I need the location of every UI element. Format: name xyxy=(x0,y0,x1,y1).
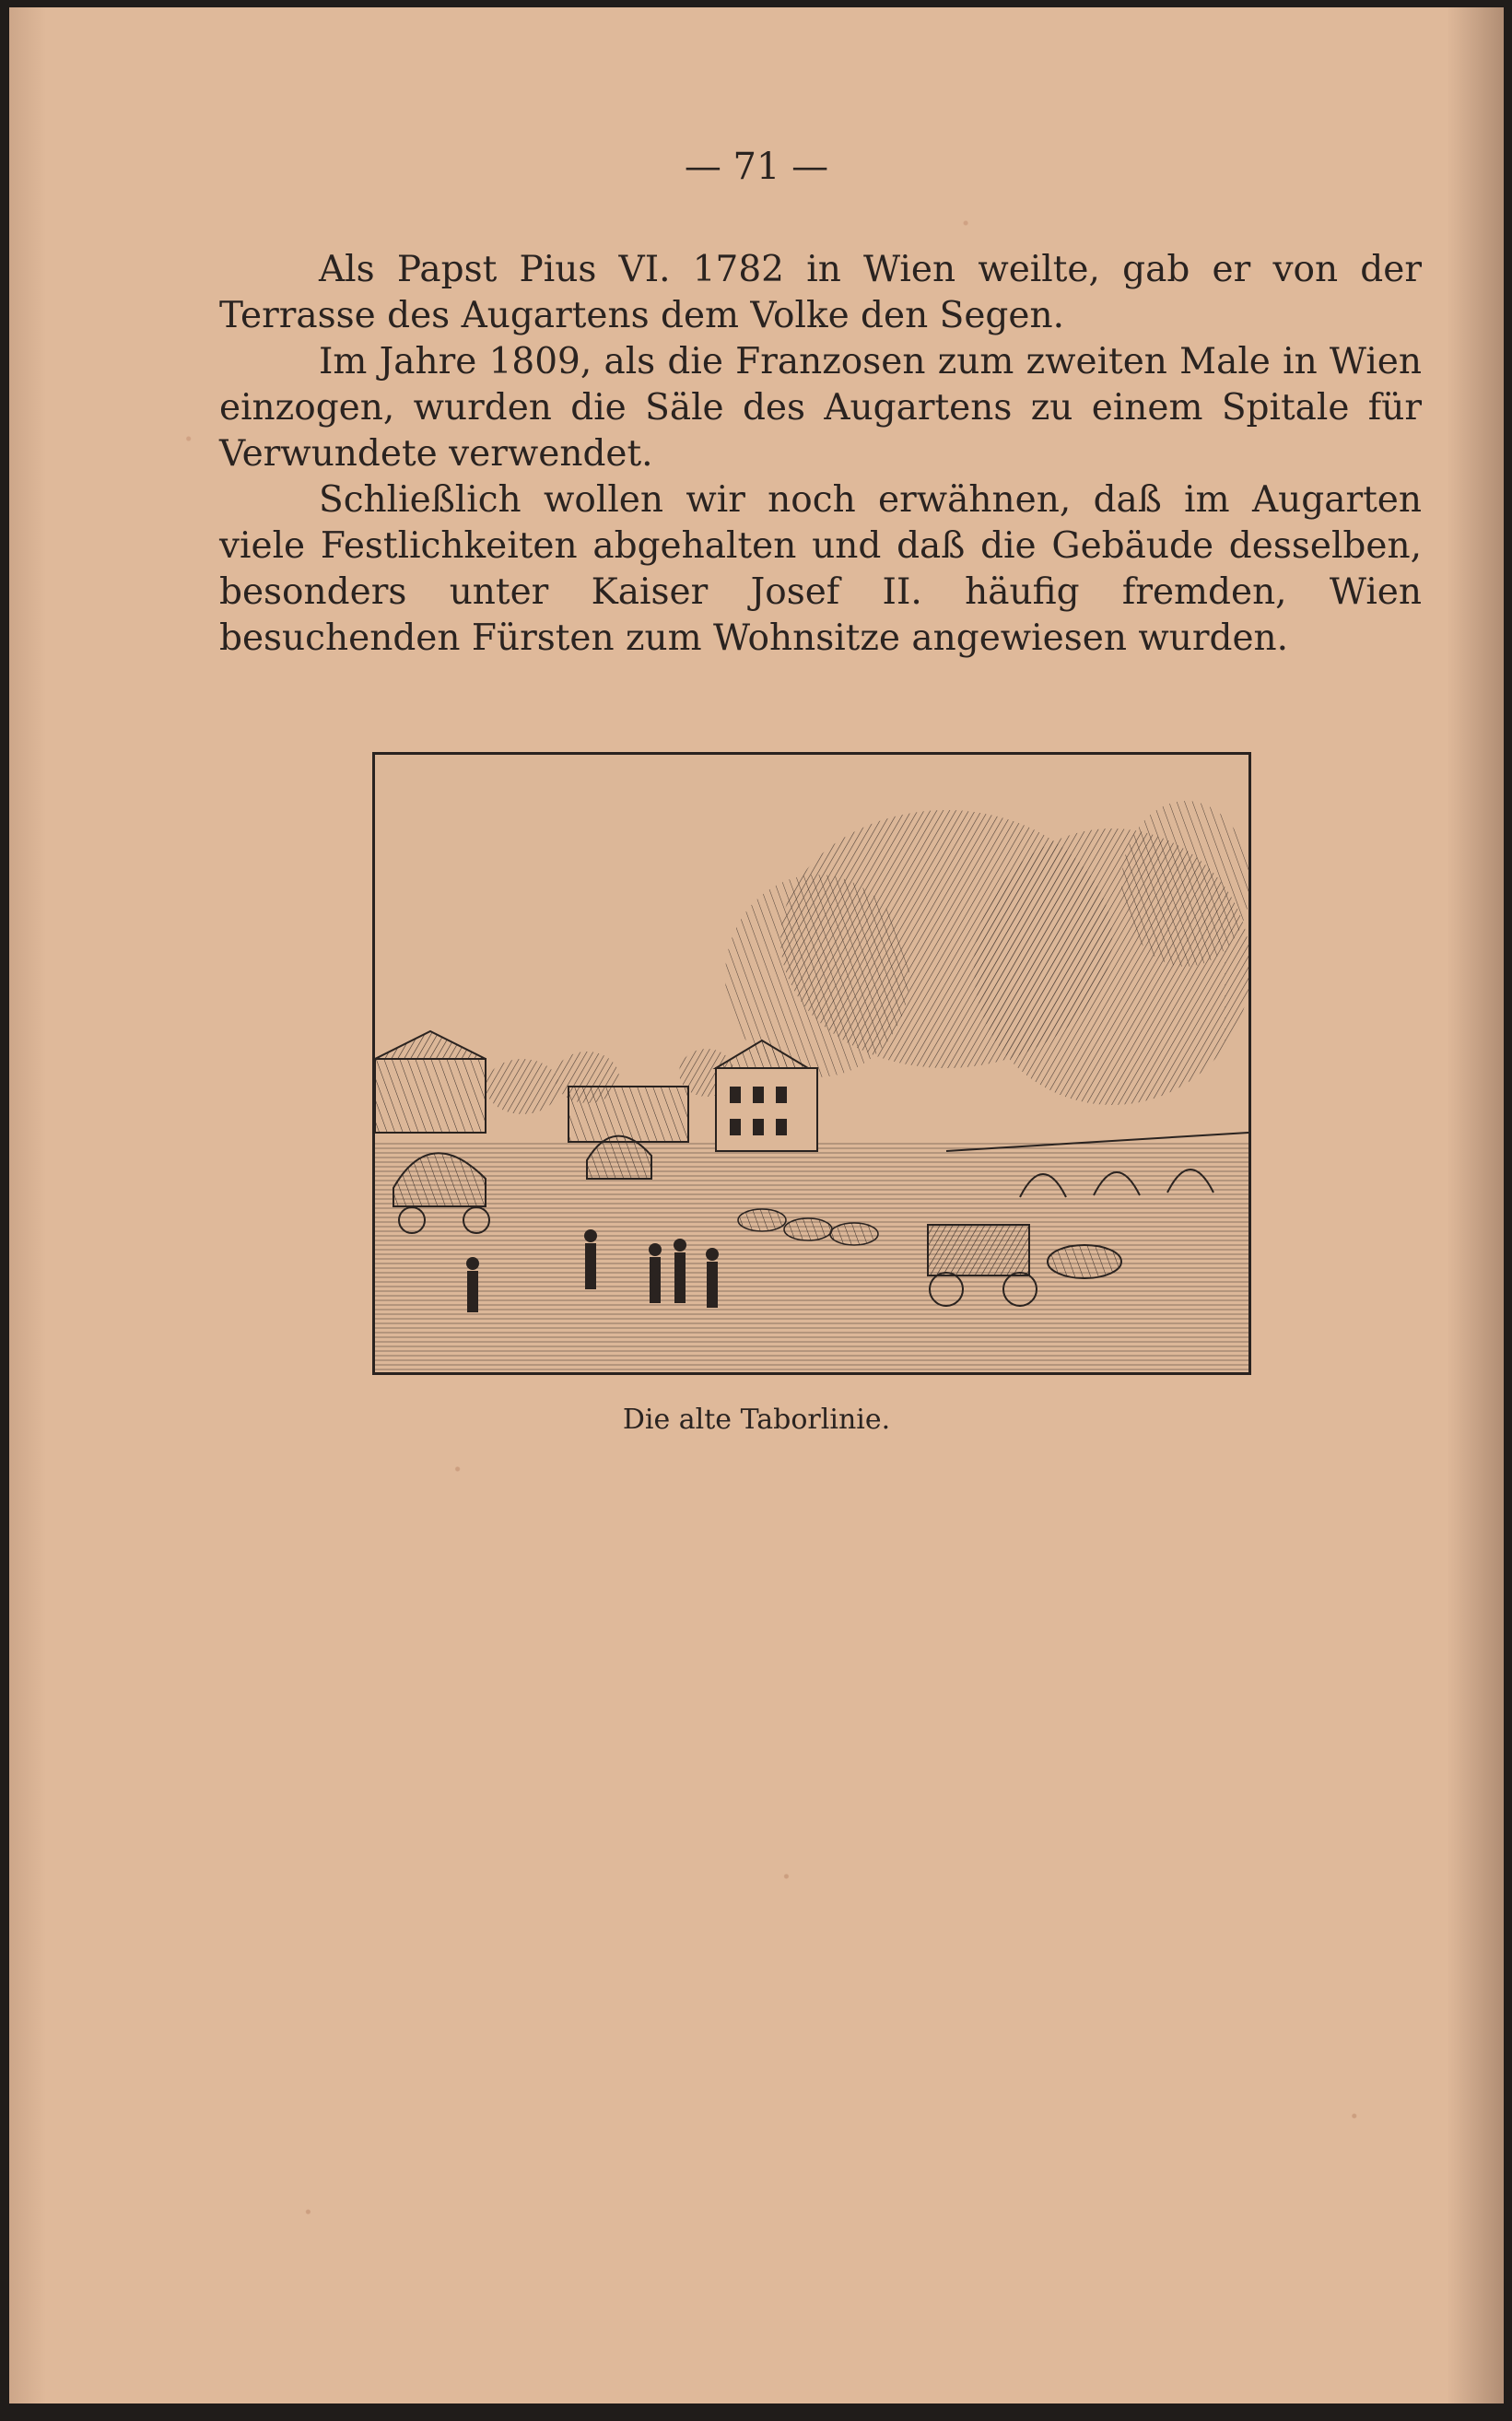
book-page xyxy=(9,7,1504,2403)
engraving-scene xyxy=(375,755,1248,1372)
paragraph-franzosen: Im Jahre 1809, als die Franzosen zum zweiten Male in Wien einzogen, wurden die Säle des Augartens zu einem Spitale für Verwundete verwendet. xyxy=(219,341,1422,475)
paragraph-papst: Als Papst Pius VI. 1782 in Wien weilte, gab er von der Terrasse des Augartens dem Volke den Segen. xyxy=(219,249,1422,336)
body-text xyxy=(219,247,1422,662)
page-number: — 71 — xyxy=(684,146,829,188)
paragraph-festlichkeiten: Schließlich wollen wir noch erwähnen, daß im Augarten viele Festlichkeiten abgehalten und daß die Gebäude desselben, besonders unter Kaiser Josef II. häufig fremden, Wien besuchenden Fürsten zum Wohnsitze angewiesen wurden. xyxy=(219,479,1422,659)
tree-mass xyxy=(486,801,1248,1114)
figure-caption: Die alte Taborlinie. xyxy=(622,1404,891,1436)
engraving-illustration xyxy=(372,752,1251,1375)
